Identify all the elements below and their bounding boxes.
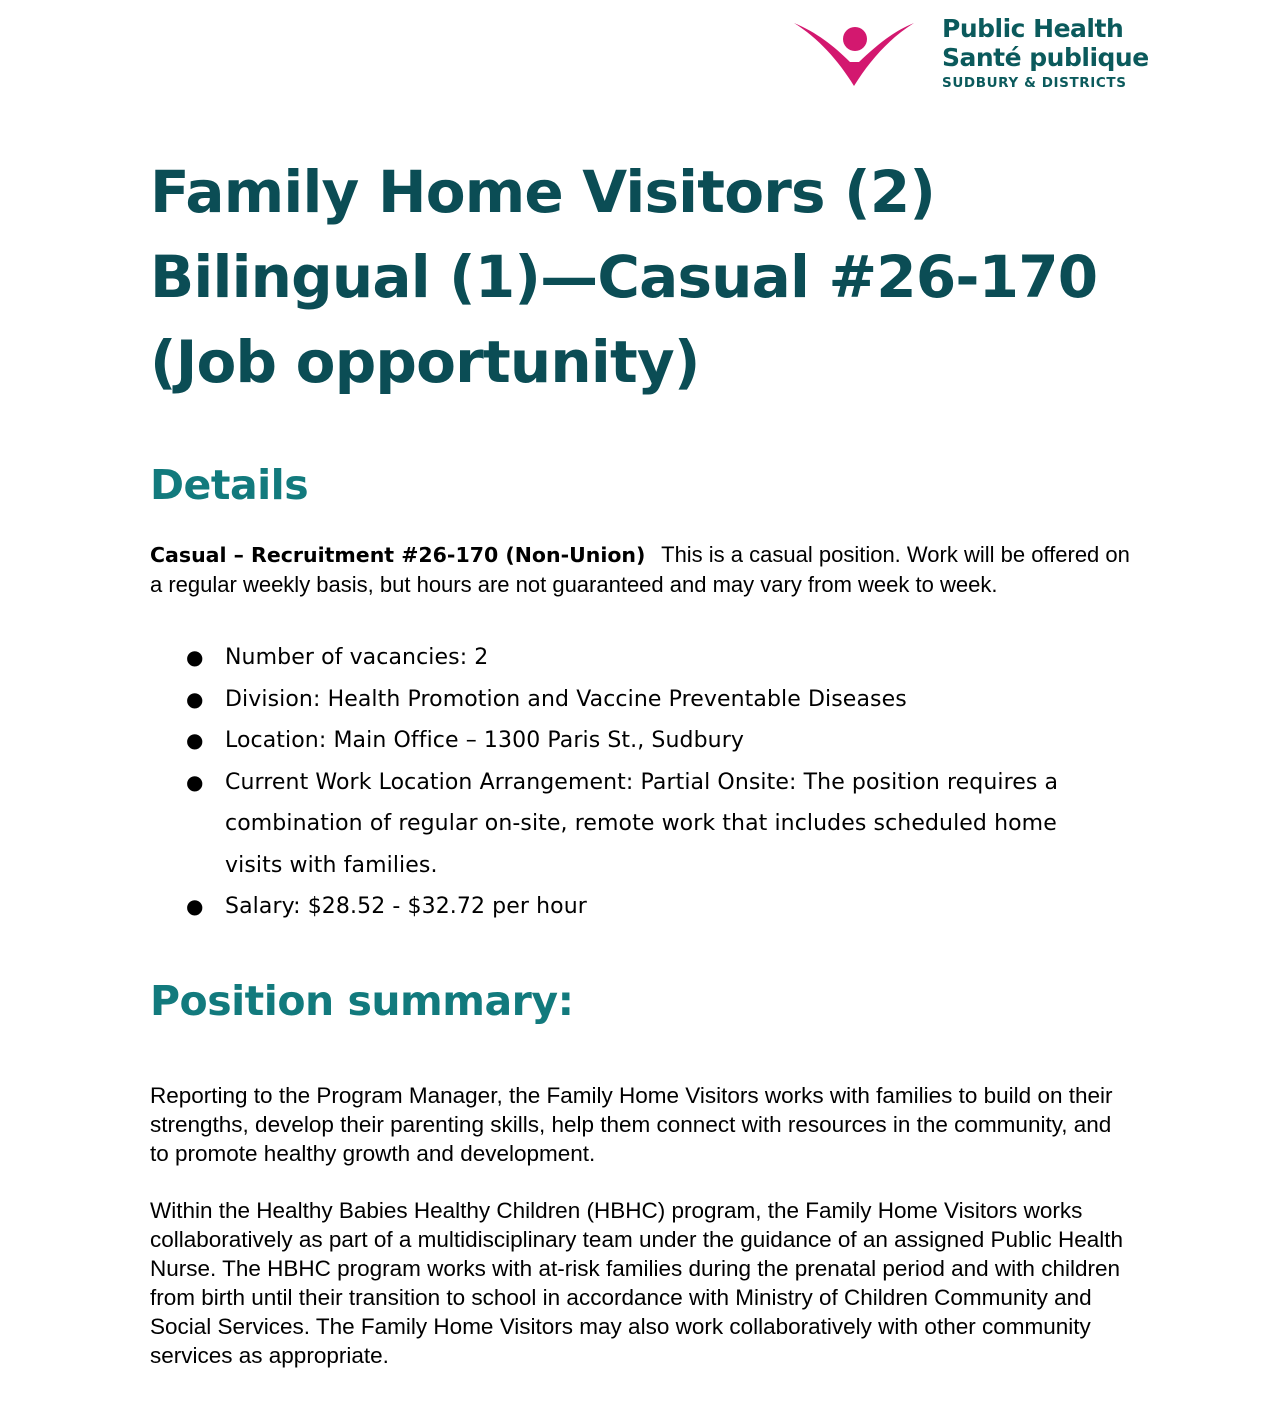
list-item	[150, 679, 1105, 721]
recruitment-lead: Casual – Recruitment #26-170 (Non-Union)	[150, 543, 646, 567]
list-item	[150, 886, 1105, 928]
bullet-icon: ●	[186, 645, 204, 669]
title-line-2: Bilingual (1)—Casual #26-170	[150, 243, 1098, 311]
organization-logo	[792, 14, 1149, 98]
list-item	[150, 762, 1105, 887]
details-heading: Details	[150, 461, 309, 509]
location-item: Location: Main Office – 1300 Paris St., Sudbury	[225, 728, 744, 753]
bullet-icon: ●	[186, 894, 204, 918]
work-arrangement-item: Current Work Location Arrangement: Partial Onsite: The position requires a combination of regular on-site, remote work that includes scheduled home visits with families.	[225, 769, 1059, 878]
position-summary-heading: Position summary:	[150, 976, 574, 1025]
vacancies-item: Number of vacancies: 2	[225, 645, 489, 670]
division-item: Division: Health Promotion and Vaccine Preventable Diseases	[225, 686, 907, 712]
title-line-3: (Job opportunity)	[150, 328, 700, 396]
bullet-icon: ●	[186, 686, 204, 711]
title-line-1: Family Home Visitors (2)	[150, 158, 936, 226]
page-title	[150, 150, 1130, 405]
summary-paragraph-2: Within the Healthy Babies Healthy Children (HBHC) program, the Family Home Visitors works collaboratively as part of a multidisciplinary team under the guidance of an assigned Public Health Nurse. The HBHC program works with at-risk families during the prenatal period and with children from birth until their transition to school in accordance with Ministry of Children Community and Social Services. The Family Home Visitors may also work collaboratively with other community services as appropriate.	[150, 1197, 1124, 1368]
logo-french-name: Santé publique	[942, 43, 1149, 72]
summary-paragraph-1: Reporting to the Program Manager, the Family Home Visitors works with families to build on their strengths, develop their parenting skills, help them connect with resources in the community, and to promote healthy growth and development.	[150, 1082, 1113, 1166]
details-list	[150, 637, 1130, 928]
document-body	[150, 150, 1130, 1370]
bullet-icon: ●	[186, 728, 204, 752]
logo-english-name: Public Health	[942, 14, 1124, 43]
list-item	[150, 720, 1105, 762]
list-item	[150, 637, 1105, 679]
details-intro	[150, 540, 1130, 599]
person-figure-icon	[792, 18, 916, 90]
logo-region: SUDBURY & DISTRICTS	[942, 75, 1127, 91]
details-intro-text: This is a casual position. Work will be offered on a regular weekly basis, but hours are not guaranteed and may vary from week to week.	[150, 542, 1130, 597]
salary-item: Salary: $28.52 - $32.72 per hour	[225, 894, 587, 919]
bullet-icon: ●	[186, 769, 204, 794]
